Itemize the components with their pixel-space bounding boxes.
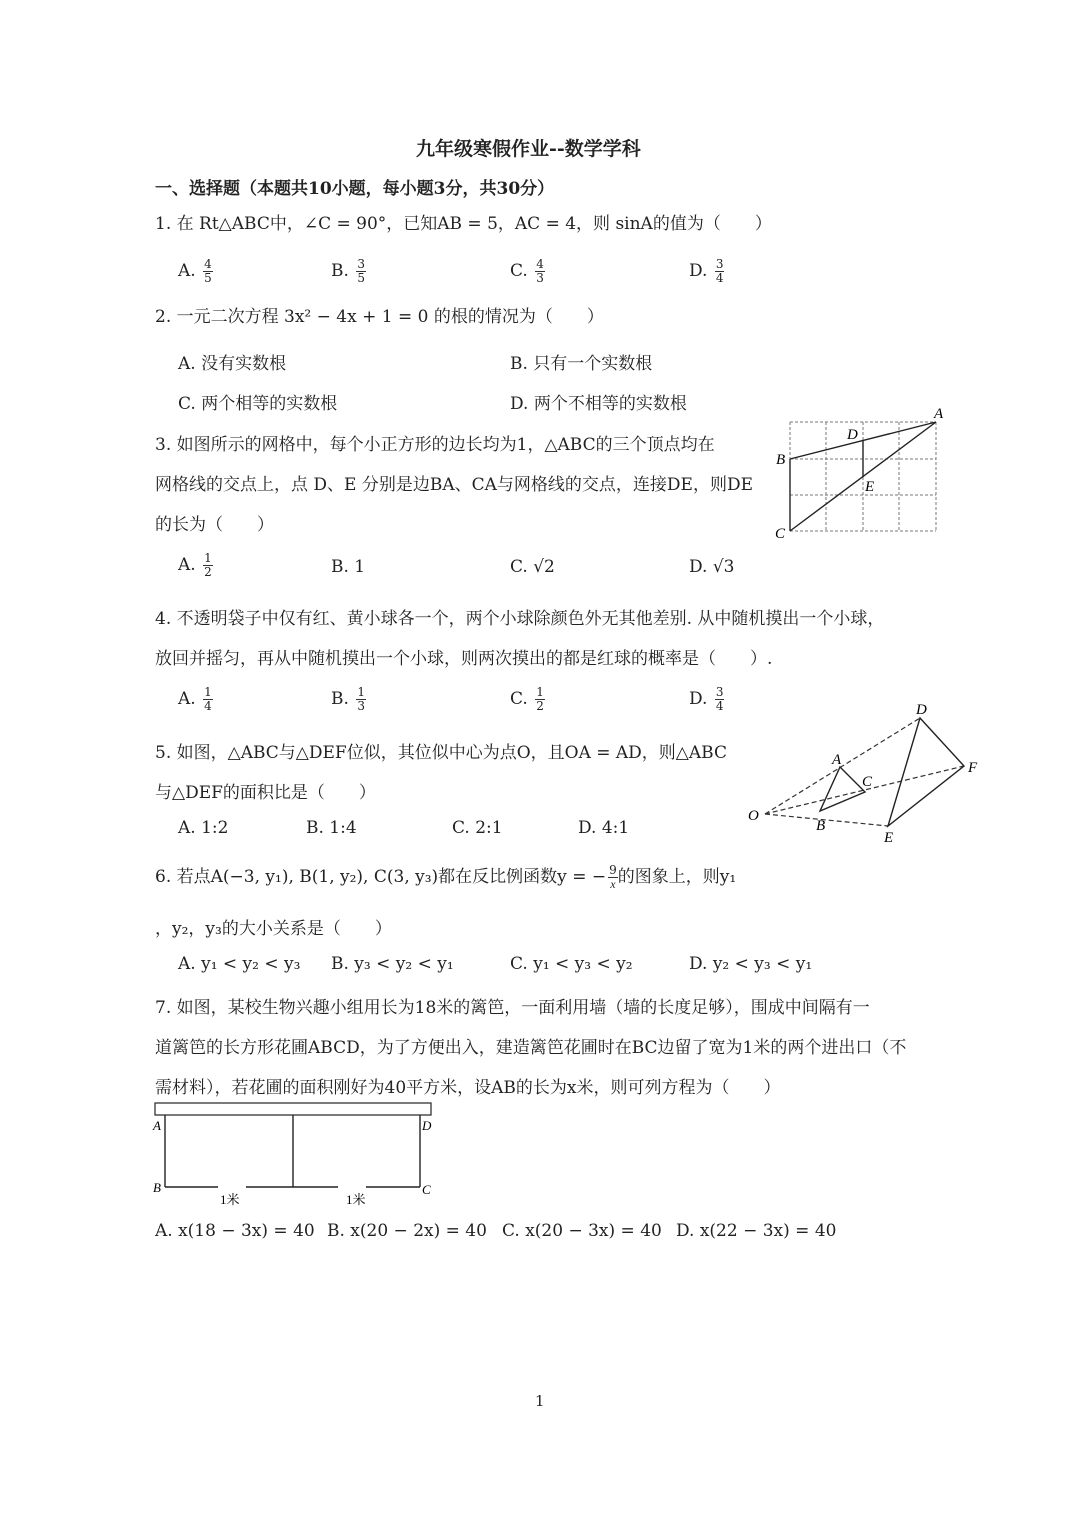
fence — [165, 1115, 420, 1187]
page-number: 1 — [535, 1392, 545, 1410]
q4-option-b[interactable] — [331, 686, 366, 713]
frac-num: 3 — [357, 257, 365, 271]
q3-option-c[interactable]: C. √2 — [510, 557, 555, 577]
frac-den: 4 — [204, 699, 212, 713]
triangle-def — [888, 718, 964, 826]
frac-num: 1 — [204, 551, 212, 565]
frac-den: 5 — [204, 271, 212, 285]
question-3-line-3: 的长为（ ） — [155, 515, 274, 535]
q4-option-a[interactable] — [178, 686, 213, 713]
q1-option-c[interactable] — [510, 258, 545, 285]
label-a: A — [934, 406, 944, 422]
q1-option-a[interactable] — [178, 258, 213, 285]
option-label: C. — [510, 689, 528, 709]
option-label: D. — [689, 261, 708, 281]
q2-option-a[interactable]: A. 没有实数根 — [178, 354, 287, 374]
option-label: A. — [178, 689, 196, 709]
label-e: E — [884, 830, 894, 846]
label-e: E — [865, 479, 875, 495]
label-a: A — [153, 1118, 161, 1133]
q3-option-a[interactable] — [178, 552, 213, 579]
label-b: B — [816, 818, 826, 834]
question-7-line-1: 7. 如图，某校生物兴趣小组用长为18米的篱笆，一面利用墙（墙的长度足够），围成中间隔有一 — [155, 998, 870, 1018]
wall — [155, 1103, 431, 1115]
garden-fence-figure — [148, 1098, 448, 1213]
question-3-line-1: 3. 如图所示的网格中，每个小正方形的边长均为1，△ABC的三个顶点均在 — [155, 435, 715, 455]
frac-den: 4 — [715, 699, 724, 713]
option-label: C. — [510, 261, 528, 281]
q6-option-d[interactable]: D. y₂ < y₃ < y₁ — [689, 954, 813, 974]
q6-stem-part-1: 6. 若点A(−3, y₁), B(1, y₂), C(3, y₃)都在反比例函数y = − — [155, 867, 607, 887]
grid-triangle-figure — [770, 402, 950, 542]
q5-option-d[interactable]: D. 4:1 — [578, 818, 630, 838]
frac-num: 3 — [715, 257, 724, 271]
q2-option-b[interactable]: B. 只有一个实数根 — [510, 354, 653, 374]
q5-option-a[interactable]: A. 1:2 — [178, 818, 229, 838]
frac-num: 1 — [536, 685, 544, 699]
question-1-stem: 1. 在 Rt△ABC中，∠C = 90°，已知AB = 5，AC = 4，则 sinA的值为（ ） — [155, 214, 772, 234]
frac-num: 9 — [609, 863, 617, 877]
question-4-line-2: 放回并摇匀，再从中随机摸出一个小球，则两次摸出的都是红球的概率是（ ）. — [155, 649, 773, 669]
q6-option-b[interactable]: B. y₃ < y₂ < y₁ — [331, 954, 454, 974]
q7-option-c[interactable]: C. x(20 − 3x) = 40 — [502, 1221, 662, 1241]
q7-option-b[interactable]: B. x(20 − 2x) = 40 — [327, 1221, 487, 1241]
frac-den: 2 — [536, 699, 544, 713]
question-6-line-1 — [155, 862, 736, 891]
question-5-line-1: 5. 如图，△ABC与△DEF位似，其位似中心为点O，且OA = AD，则△ABC — [155, 743, 727, 763]
section-heading: 一、选择题（本题共10小题，每小题3分，共30分） — [155, 179, 555, 199]
q1-option-b[interactable] — [331, 258, 366, 285]
page-title: 九年级寒假作业--数学学科 — [416, 138, 641, 160]
label-c: C — [862, 774, 873, 790]
question-7-line-2: 道篱笆的长方形花圃ABCD，为了方便出入，建造篱笆花圃时在BC边留了宽为1米的两个进出口（不 — [155, 1038, 907, 1058]
question-6-line-2: ，y₂，y₃的大小关系是（ ） — [155, 919, 392, 939]
label-c: C — [422, 1182, 431, 1197]
question-2-stem: 2. 一元二次方程 3x² − 4x + 1 = 0 的根的情况为（ ） — [155, 307, 604, 327]
q3-option-b[interactable]: B. 1 — [331, 557, 366, 577]
frac-den: 2 — [204, 565, 212, 579]
label-b: B — [153, 1180, 161, 1195]
frac-den: 4 — [715, 271, 724, 285]
q6-option-c[interactable]: C. y₁ < y₃ < y₂ — [510, 954, 633, 974]
frac-den: x — [610, 877, 616, 891]
label-f: F — [968, 760, 978, 776]
q5-option-c[interactable]: C. 2:1 — [452, 818, 503, 838]
gap-label-1: 1米 — [220, 1192, 240, 1207]
q6-option-a[interactable]: A. y₁ < y₂ < y₃ — [178, 954, 301, 974]
triangle-abc — [820, 767, 865, 811]
label-a: A — [832, 752, 842, 768]
option-label: D. — [689, 689, 708, 709]
q2-option-d[interactable]: D. 两个不相等的实数根 — [510, 394, 687, 414]
q6-stem-part-2: 的图象上，则y₁ — [617, 867, 737, 887]
label-c: C — [775, 526, 786, 542]
label-b: B — [776, 452, 786, 468]
frac-num: 4 — [536, 257, 544, 271]
frac-den: 3 — [536, 271, 544, 285]
option-label: B. — [331, 261, 349, 281]
frac-den: 5 — [357, 271, 365, 285]
frac-num: 4 — [204, 257, 212, 271]
q7-option-a[interactable]: A. x(18 − 3x) = 40 — [155, 1221, 315, 1241]
q3-option-d[interactable]: D. √3 — [689, 557, 735, 577]
option-label: A. — [178, 261, 196, 281]
frac-num: 1 — [357, 685, 365, 699]
q4-option-c[interactable] — [510, 686, 545, 713]
q2-option-c[interactable]: C. 两个相等的实数根 — [178, 394, 338, 414]
label-d: D — [916, 702, 927, 718]
option-label: A. — [178, 555, 196, 575]
frac-num: 3 — [715, 685, 724, 699]
question-4-line-1: 4. 不透明袋子中仅有红、黄小球各一个，两个小球除颜色外无其他差别. 从中随机摸出一个小球， — [155, 609, 885, 629]
question-7-line-3: 需材料），若花圃的面积刚好为40平方米，设AB的长为x米，则可列方程为（ ） — [155, 1078, 781, 1098]
q5-option-b[interactable]: B. 1:4 — [306, 818, 357, 838]
question-5-line-2: 与△DEF的面积比是（ ） — [155, 783, 376, 803]
frac-den: 3 — [357, 699, 365, 713]
frac-num: 1 — [204, 685, 212, 699]
q7-option-d[interactable]: D. x(22 − 3x) = 40 — [676, 1221, 837, 1241]
option-label: B. — [331, 689, 349, 709]
label-d: D — [422, 1118, 432, 1133]
homothety-figure — [740, 696, 990, 846]
question-3-line-2: 网格线的交点上，点 D、E 分别是边BA、CA与网格线的交点，连接DE，则DE — [155, 475, 753, 495]
q1-option-d[interactable] — [689, 258, 724, 285]
label-o: O — [748, 808, 759, 824]
label-d: D — [847, 427, 858, 443]
q4-option-d[interactable] — [689, 686, 724, 713]
gap-label-2: 1米 — [346, 1192, 366, 1207]
